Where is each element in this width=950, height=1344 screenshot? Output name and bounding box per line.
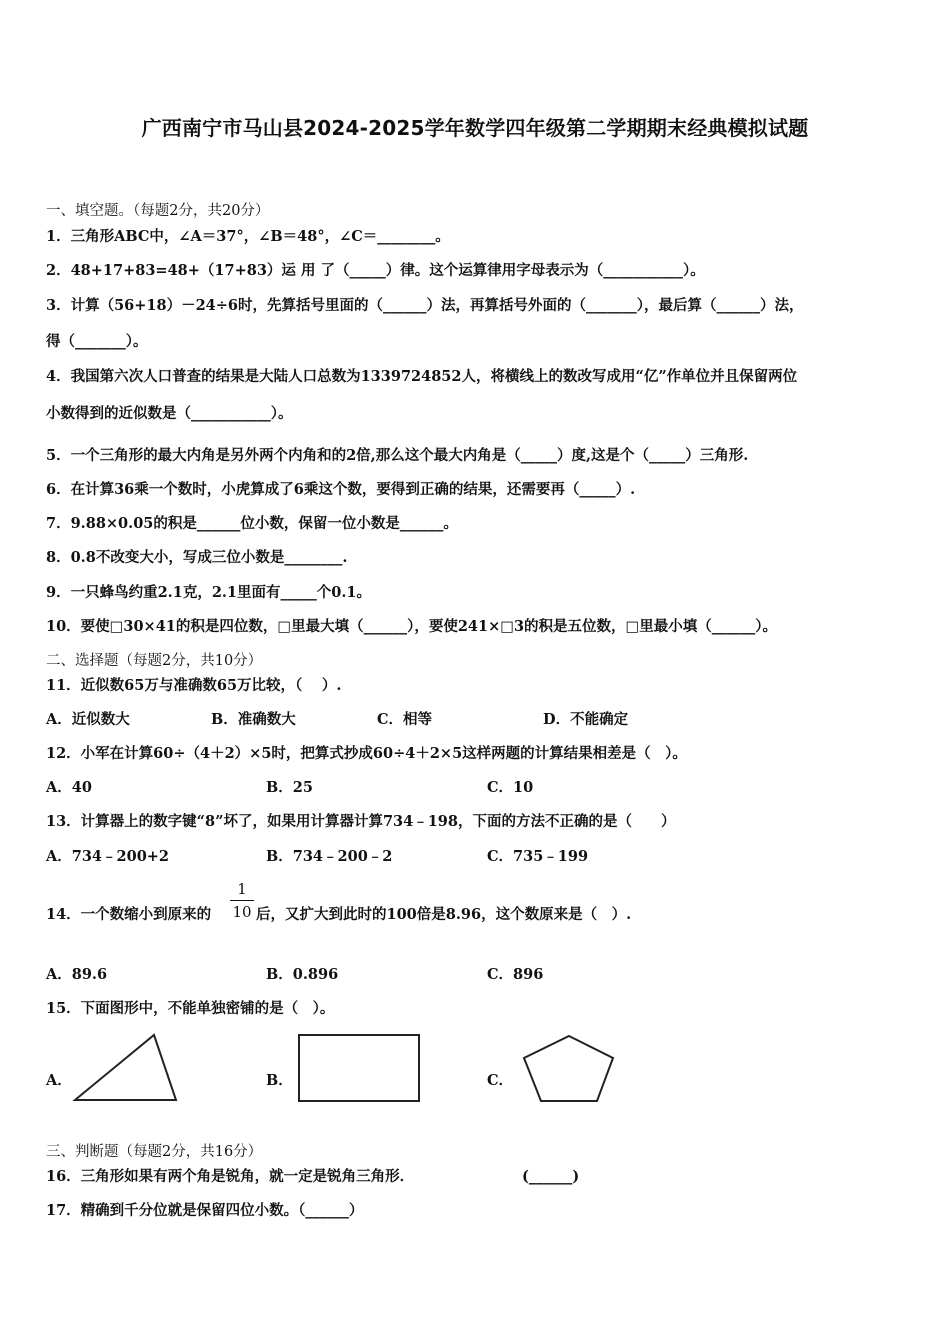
q13-option-c: C．735﹣199 xyxy=(487,848,589,865)
q12-option-c: C．10 xyxy=(487,779,534,796)
q11-option-d: D．不能确定 xyxy=(543,711,629,728)
question-3-continued: 得（_______）。 xyxy=(46,333,148,350)
question-7: 7．9.88×0.05的积是______位小数，保留一位小数是______。 xyxy=(46,515,458,532)
q15-option-c: C． xyxy=(487,1072,514,1089)
q15-option-b: B． xyxy=(266,1072,293,1089)
question-13: 13．计算器上的数字键“8”坏了，如果用计算器计算734﹣198，下面的方法不正确的是（ ） xyxy=(46,813,676,830)
q15-option-a: A． xyxy=(46,1072,72,1089)
question-8: 8．0.8不改变大小，写成三位小数是________. xyxy=(46,549,348,566)
question-16-blank: (______) xyxy=(522,1168,580,1185)
q12-option-b: B．25 xyxy=(266,779,313,796)
question-15: 15．下面图形中，不能单独密铺的是（ ）。 xyxy=(46,1000,335,1017)
q12-option-a: A．40 xyxy=(46,779,92,796)
q13-option-b: B．734﹣200﹣2 xyxy=(266,848,393,865)
q11-option-c: C．相等 xyxy=(377,711,433,728)
question-14-end: 后，又扩大到此时的100倍是8.96，这个数原来是（ ）. xyxy=(256,906,632,923)
question-6: 6．在计算36乘一个数时，小虎算成了6乘这个数，要得到正确的结果，还需要再（_____）. xyxy=(46,481,636,498)
section-heading-choice: 二、选择题（每题2分，共10分） xyxy=(46,653,263,669)
q14-option-b: B．0.896 xyxy=(266,966,339,983)
q13-option-a: A．734﹣200+2 xyxy=(46,848,170,865)
question-5: 5．一个三角形的最大内角是另外两个内角和的2倍,那么这个最大内角是（_____）度,这是个（_____）三角形. xyxy=(46,447,749,464)
question-17: 17．精确到千分位就是保留四位小数。（______） xyxy=(46,1202,364,1219)
question-1: 1．三角形ABC中，∠A＝37°，∠B＝48°，∠C＝________。 xyxy=(46,228,450,245)
section-heading-judgment: 三、判断题（每题2分，共16分） xyxy=(46,1144,263,1160)
question-4: 4．我国第六次人口普查的结果是大陆人口总数为1339724852人，将横线上的数改写成用“亿”作单位并且保留两位 xyxy=(46,368,798,385)
page-title: 广西南宁市马山县2024-2025学年数学四年级第二学期期末经典模拟试题 xyxy=(141,116,809,140)
q14-option-c: C．896 xyxy=(487,966,544,983)
question-14-start: 14．一个数缩小到原来的 xyxy=(46,906,212,923)
pentagon-figure xyxy=(521,1033,617,1105)
section-heading-fill-in: 一、填空题。（每题2分，共20分） xyxy=(46,203,270,219)
question-11: 11．近似数65万与准确数65万比较，（ ）. xyxy=(46,677,342,694)
fraction-bar xyxy=(230,900,254,901)
fraction-numerator: 1 xyxy=(237,880,247,898)
q11-option-b: B．准确数大 xyxy=(211,711,296,728)
question-9: 9．一只蜂鸟约重2.1克，2.1里面有_____个0.1。 xyxy=(46,584,372,601)
q11-option-a: A．近似数大 xyxy=(46,711,130,728)
fraction-one-tenth xyxy=(230,880,254,921)
triangle-figure xyxy=(72,1032,180,1104)
question-3: 3．计算（56+18）－24÷6时，先算括号里面的（______）法，再算括号外面的（_______），最后算（______）法， xyxy=(46,297,804,314)
question-12: 12．小军在计算60÷（4＋2）×5时，把算式抄成60÷4＋2×5这样两题的计算结果相差是（ ）。 xyxy=(46,745,687,762)
fraction-denominator: 10 xyxy=(232,903,252,921)
question-10: 10．要使□30×41的积是四位数，□里最大填（______），要使241×□3的积是五位数，□里最小填（______）。 xyxy=(46,618,777,635)
question-16: 16．三角形如果有两个角是锐角，就一定是锐角三角形． xyxy=(46,1168,415,1185)
question-2: 2．48+17+83=48+（17+83）运 用 了（_____）律。这个运算律用字母表示为（___________）。 xyxy=(46,262,705,279)
question-4-continued: 小数得到的近似数是（___________）。 xyxy=(46,405,293,422)
rectangle-figure xyxy=(297,1033,421,1103)
q14-option-a: A．89.6 xyxy=(46,966,108,983)
